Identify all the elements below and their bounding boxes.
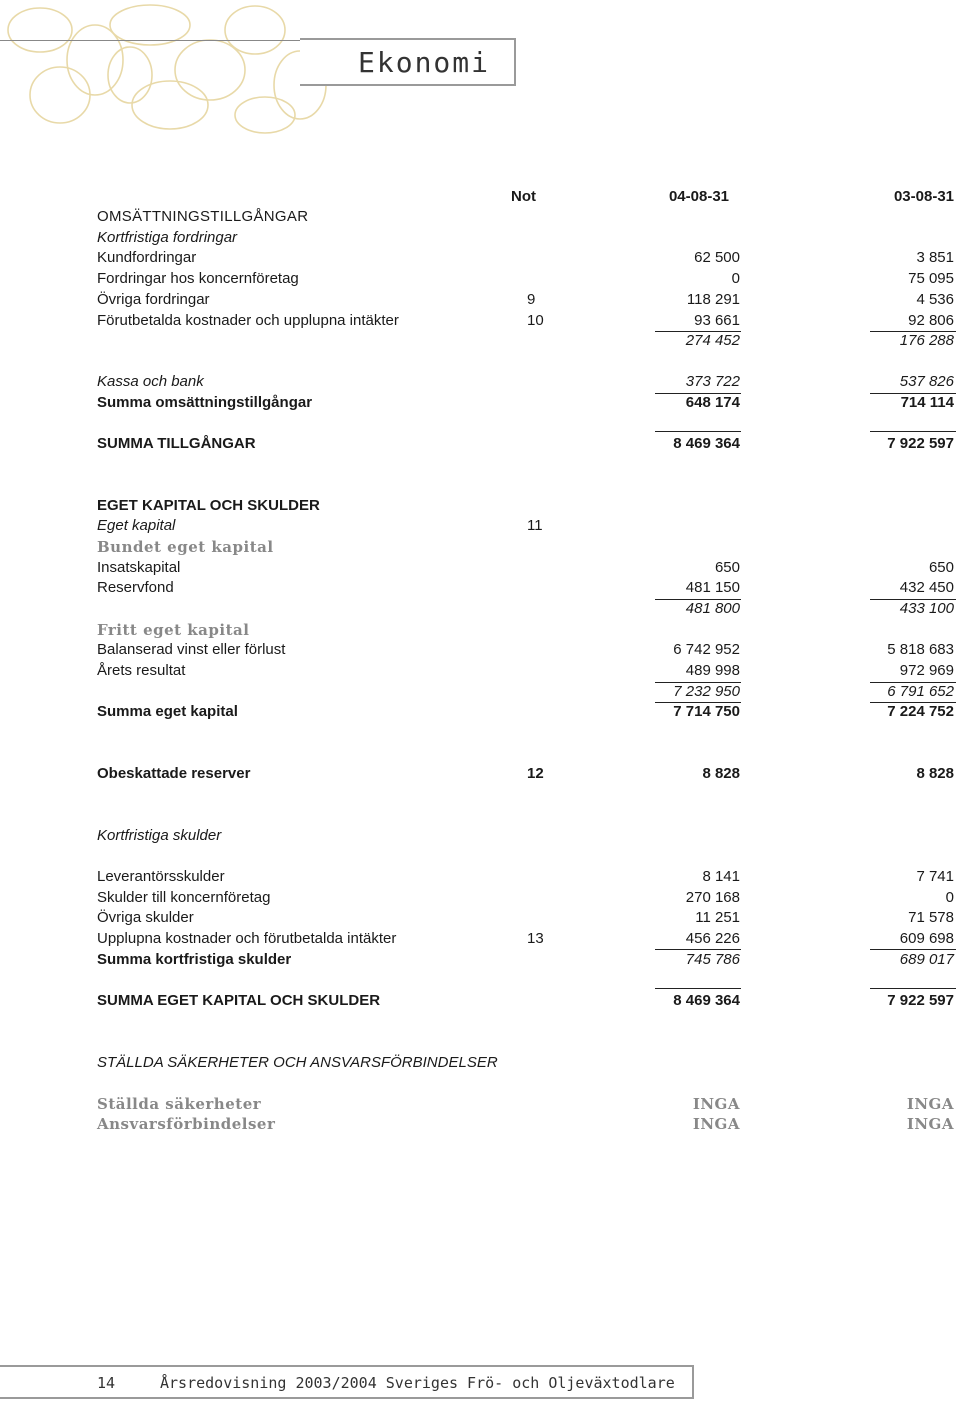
table-row (0, 620, 960, 640)
row-subtotal-year1: 7 232 950 (673, 683, 740, 700)
table-row (0, 393, 960, 413)
row-value-year2: 689 017 (899, 951, 954, 968)
row-label: Kundfordringar (97, 249, 197, 266)
underline (655, 431, 741, 432)
table-row (0, 702, 960, 722)
col-header-year2: 03-08-31 (893, 188, 954, 205)
col-header-note: Not (511, 188, 536, 205)
row-label: Ansvarsförbindelser (97, 1115, 276, 1133)
table-row (0, 331, 960, 351)
row-value-year1: INGA (692, 1095, 740, 1113)
row-note: 10 (527, 312, 544, 329)
row-value-year2: 8 828 (916, 765, 954, 782)
row-label: Balanserad vinst eller förlust (97, 641, 286, 658)
row-value-year2: 3 851 (916, 249, 954, 266)
row-value-year2: 714 114 (900, 394, 954, 411)
row-value-year1: INGA (692, 1115, 740, 1133)
row-label: Insatskapital (97, 559, 181, 576)
row-value-year1: 456 226 (685, 930, 740, 947)
table-row (0, 929, 960, 949)
subsection-heading: Bundet eget kapital (97, 538, 274, 556)
row-value-year1: 8 141 (702, 868, 740, 885)
table-row (0, 888, 960, 908)
row-value-year1: 650 (714, 559, 740, 576)
table-row (0, 228, 960, 248)
table-row (0, 764, 960, 784)
row-value-year2: 7 741 (916, 868, 954, 885)
row-value-year2: 4 536 (916, 291, 954, 308)
column-header-row (0, 187, 960, 207)
row-value-year2: 972 969 (899, 662, 954, 679)
row-value-year1: 489 998 (685, 662, 740, 679)
row-label: Reservfond (97, 579, 174, 596)
row-value-year1: 373 722 (685, 373, 740, 390)
row-value-year1: 6 742 952 (673, 641, 740, 658)
row-note: 12 (527, 765, 544, 782)
row-label: Skulder till koncernföretag (97, 889, 271, 906)
row-subtotal-year1: 481 800 (685, 600, 740, 617)
row-label: Övriga skulder (97, 909, 194, 926)
table-row (0, 908, 960, 928)
row-value-year1: 481 150 (685, 579, 740, 596)
table-row (0, 269, 960, 289)
row-value-year1: 7 714 750 (673, 703, 740, 720)
row-label: Upplupna kostnader och förutbetalda intäkter (97, 930, 397, 947)
table-row (0, 372, 960, 392)
table-row (0, 516, 960, 536)
row-value-year2: 75 095 (908, 270, 954, 287)
table-row (0, 311, 960, 331)
row-label: Årets resultat (97, 662, 186, 679)
title-box (300, 38, 516, 86)
row-label: Förutbetalda kostnader och upplupna intäkter (97, 312, 399, 329)
table-row (0, 496, 960, 516)
row-label: Kassa och bank (97, 373, 204, 390)
row-value-year1: 0 (731, 270, 740, 287)
row-subtotal-year2: 176 288 (899, 332, 954, 349)
page-title: Ekonomi (358, 46, 491, 79)
row-value-year1: 270 168 (685, 889, 740, 906)
underline (655, 988, 741, 989)
page-number: 14 (97, 1374, 116, 1392)
subsection-heading: Fritt eget kapital (97, 621, 250, 639)
row-label: Summa eget kapital (97, 703, 238, 720)
row-value-year1: 648 174 (685, 394, 740, 411)
row-value-year1: 8 828 (702, 765, 740, 782)
underline (870, 431, 956, 432)
table-row (0, 1114, 960, 1134)
table-row (0, 950, 960, 970)
table-row (0, 661, 960, 681)
row-label: Leverantörsskulder (97, 868, 225, 885)
row-value-year1: 11 251 (695, 909, 740, 926)
row-note: 11 (527, 517, 543, 534)
row-value-year1: 8 469 364 (673, 992, 740, 1009)
row-label: Kortfristiga skulder (97, 827, 222, 844)
row-label: Ställda säkerheter (97, 1095, 262, 1113)
row-value-year1: 8 469 364 (673, 435, 740, 452)
section-heading: STÄLLDA SÄKERHETER OCH ANSVARSFÖRBINDELSER (97, 1054, 498, 1071)
row-value-year1: 93 661 (694, 312, 740, 329)
section-heading: EGET KAPITAL OCH SKULDER (97, 497, 320, 514)
row-value-year2: 5 818 683 (887, 641, 954, 658)
table-row (0, 434, 960, 454)
table-row (0, 558, 960, 578)
row-label: SUMMA TILLGÅNGAR (97, 435, 256, 452)
row-value-year2: 609 698 (899, 930, 954, 947)
row-label: Eget kapital (97, 517, 176, 534)
table-row (0, 826, 960, 846)
underline (870, 988, 956, 989)
row-value-year1: 62 500 (694, 249, 740, 266)
row-value-year1: 118 291 (686, 291, 740, 308)
row-label: Kortfristiga fordringar (97, 229, 238, 246)
footer (0, 1365, 694, 1399)
table-row (0, 682, 960, 702)
row-value-year2: 92 806 (908, 312, 954, 329)
row-subtotal-year1: 274 452 (685, 332, 740, 349)
row-value-year2: 7 224 752 (887, 703, 954, 720)
row-value-year2: 650 (928, 559, 954, 576)
table-row (0, 867, 960, 887)
row-note: 9 (527, 291, 536, 308)
table-row (0, 537, 960, 557)
table-row (0, 248, 960, 268)
col-header-year1: 04-08-31 (668, 188, 729, 205)
row-value-year2: 537 826 (899, 373, 954, 390)
table-row (0, 207, 960, 227)
row-value-year2: INGA (906, 1095, 954, 1113)
row-label: Övriga fordringar (97, 291, 210, 308)
row-value-year2: INGA (906, 1115, 954, 1133)
row-label: Obeskattade reserver (97, 765, 251, 782)
decorative-swirl-graphic (0, 0, 330, 140)
table-row (0, 1053, 960, 1073)
footer-text: Årsredovisning 2003/2004 Sveriges Frö- och Oljeväxtodlare (160, 1374, 675, 1392)
row-value-year2: 0 (945, 889, 954, 906)
row-note: 13 (527, 930, 544, 947)
row-value-year1: 745 786 (685, 951, 740, 968)
row-subtotal-year2: 6 791 652 (887, 683, 954, 700)
row-label: Summa kortfristiga skulder (97, 951, 292, 968)
row-label: SUMMA EGET KAPITAL OCH SKULDER (97, 992, 381, 1009)
row-value-year2: 432 450 (899, 579, 954, 596)
row-label: Fordringar hos koncernföretag (97, 270, 299, 287)
table-row (0, 578, 960, 598)
table-row (0, 640, 960, 660)
row-subtotal-year2: 433 100 (899, 600, 954, 617)
table-row (0, 290, 960, 310)
table-row (0, 1094, 960, 1114)
row-value-year2: 71 578 (908, 909, 954, 926)
table-row (0, 991, 960, 1011)
row-label: Summa omsättningstillgångar (97, 394, 313, 411)
row-label: OMSÄTTNINGSTILLGÅNGAR (97, 208, 309, 225)
table-row (0, 599, 960, 619)
row-value-year2: 7 922 597 (887, 992, 954, 1009)
row-value-year2: 7 922 597 (887, 435, 954, 452)
